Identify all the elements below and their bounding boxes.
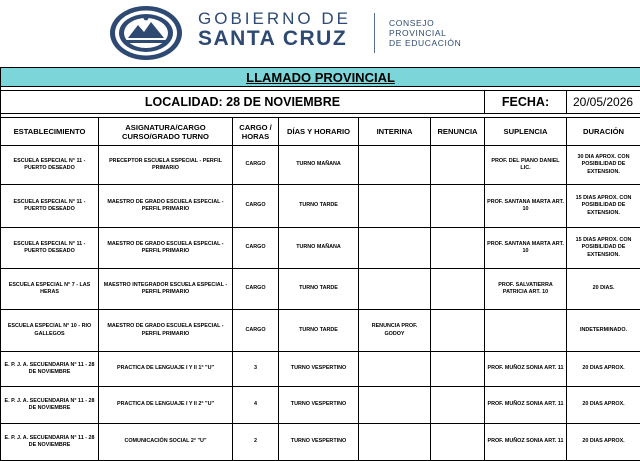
cell-renuncia [431, 146, 485, 185]
col-header-establecimiento: ESTABLECIMIENTO [1, 118, 99, 146]
cell-interina [359, 185, 431, 228]
cell-suplencia [485, 310, 567, 352]
banner-row [1, 68, 640, 87]
header-divider [374, 13, 375, 53]
banner-title: LLAMADO PROVINCIAL [1, 68, 640, 87]
table-row [1, 310, 640, 352]
location-label: LOCALIDAD: 28 DE NOVIEMBRE [1, 91, 485, 114]
cell-renuncia [431, 352, 485, 387]
cell-establecimiento: E. P. J. A. SECUENDARIA N° 11 - 28 DE NOVIEMBRE [1, 352, 99, 387]
cell-establecimiento: ESCUELA ESPECIAL N° 10 - RIO GALLEGOS [1, 310, 99, 352]
cell-establecimiento: E. P. J. A. SECUENDARIA N° 11 - 28 DE NOVIEMBRE [1, 424, 99, 461]
cell-asignatura: MAESTRO INTEGRADOR ESCUELA ESPECIAL - PERFIL PRIMARIO [99, 269, 233, 310]
government-wordmark [198, 10, 351, 50]
cell-horario: TURNO TARDE [279, 269, 359, 310]
table-row [1, 387, 640, 424]
cell-duracion: 20 DIAS. [567, 269, 640, 310]
cell-cargo: CARGO [233, 228, 279, 269]
cell-renuncia [431, 228, 485, 269]
cell-horario: TURNO TARDE [279, 310, 359, 352]
cell-suplencia: PROF. SANTANA MARTA ART. 10 [485, 228, 567, 269]
cell-interina [359, 269, 431, 310]
cell-asignatura: MAESTRO DE GRADO ESCUELA ESPECIAL - PERFIL PRIMARIO [99, 185, 233, 228]
cell-renuncia [431, 424, 485, 461]
cell-cargo: CARGO [233, 269, 279, 310]
cell-horario: TURNO MAÑANA [279, 146, 359, 185]
cell-cargo: CARGO [233, 310, 279, 352]
cell-duracion: 20 DIAS APROX. [567, 424, 640, 461]
cell-renuncia [431, 185, 485, 228]
cell-asignatura: PRACTICA DE LENGUAJE I Y II 2° "U" [99, 387, 233, 424]
cell-cargo: CARGO [233, 185, 279, 228]
cell-horario: TURNO MAÑANA [279, 228, 359, 269]
table-row [1, 424, 640, 461]
cell-cargo: 4 [233, 387, 279, 424]
cell-interina [359, 424, 431, 461]
cell-asignatura: MAESTRO DE GRADO ESCUELA ESPECIAL - PERFIL PRIMARIO [99, 228, 233, 269]
col-header-renuncia: RENUNCIA [431, 118, 485, 146]
letterhead [0, 0, 640, 66]
call-table [0, 67, 640, 461]
col-header-duracion: DURACIÓN [567, 118, 640, 146]
cell-asignatura: PRECEPTOR ESCUELA ESPECIAL - PERFIL PRIMARIO [99, 146, 233, 185]
cell-interina: RENUNCIA PROF. GODOY [359, 310, 431, 352]
table-row [1, 185, 640, 228]
cell-renuncia [431, 387, 485, 424]
cell-interina [359, 146, 431, 185]
cell-establecimiento: ESCUELA ESPECIAL N° 11 - PUERTO DESEADO [1, 185, 99, 228]
date-value: 20/05/2026 [567, 91, 640, 114]
col-header-asignatura: ASIGNATURA/CARGO CURSO/GRADO TURNO [99, 118, 233, 146]
cell-horario: TURNO TARDE [279, 185, 359, 228]
cell-suplencia: PROF. MUÑOZ SONIA ART. 11 [485, 424, 567, 461]
cell-suplencia: PROF. MUÑOZ SONIA ART. 11 [485, 387, 567, 424]
cell-horario: TURNO VESPERTINO [279, 424, 359, 461]
cell-interina [359, 387, 431, 424]
col-header-horario: DÍAS Y HORARIO [279, 118, 359, 146]
cell-duracion: 15 DIAS APROX. CON POSIBILIDAD DE EXTENSION. [567, 228, 640, 269]
cell-horario: TURNO VESPERTINO [279, 352, 359, 387]
cell-cargo: 2 [233, 424, 279, 461]
cell-duracion: INDETERMINADO. [567, 310, 640, 352]
col-header-cargo: CARGO / HORAS [233, 118, 279, 146]
cell-suplencia: PROF. SALVATIERRA PATRICIA ART. 10 [485, 269, 567, 310]
cell-renuncia [431, 310, 485, 352]
table-row [1, 269, 640, 310]
cell-suplencia: PROF. DEL PIANO DANIEL LIC. [485, 146, 567, 185]
table-row [1, 228, 640, 269]
cell-asignatura: MAESTRO DE GRADO ESCUELA ESPECIAL - PERFIL PRIMARIO [99, 310, 233, 352]
col-header-suplencia: SUPLENCIA [485, 118, 567, 146]
gov-line2: SANTA CRUZ [198, 28, 351, 50]
cell-cargo: 3 [233, 352, 279, 387]
table-row [1, 352, 640, 387]
cell-duracion: 15 DIAS APROX. CON POSIBILIDAD DE EXTENSION. [567, 185, 640, 228]
provincial-seal-icon [108, 5, 184, 61]
cell-interina [359, 352, 431, 387]
council-line1: CONSEJO [389, 18, 461, 28]
cell-establecimiento: ESCUELA ESPECIAL N° 11 - PUERTO DESEADO [1, 228, 99, 269]
council-wordmark [389, 18, 461, 48]
cell-horario: TURNO VESPERTINO [279, 387, 359, 424]
cell-duracion: 20 DIAS APROX. [567, 387, 640, 424]
cell-asignatura: COMUNICACIÓN SOCIAL 2° "U" [99, 424, 233, 461]
cell-asignatura: PRACTICA DE LENGUAJE I Y II 1° "U" [99, 352, 233, 387]
location-row [1, 91, 640, 114]
cell-suplencia: PROF. MUÑOZ SONIA ART. 11 [485, 352, 567, 387]
cell-establecimiento: ESCUELA ESPECIAL N° 11 - PUERTO DESEADO [1, 146, 99, 185]
council-line3: DE EDUCACIÓN [389, 38, 461, 48]
cell-duracion: 30 DIA APROX. CON POSIBILIDAD DE EXTENSION. [567, 146, 640, 185]
date-label: FECHA: [485, 91, 567, 114]
cell-duracion: 20 DIAS APROX. [567, 352, 640, 387]
council-line2: PROVINCIAL [389, 28, 461, 38]
cell-suplencia: PROF. SANTANA MARTA ART. 10 [485, 185, 567, 228]
table-row [1, 146, 640, 185]
cell-renuncia [431, 269, 485, 310]
column-header-row [1, 118, 640, 146]
cell-interina [359, 228, 431, 269]
cell-establecimiento: ESCUELA ESPECIAL N° 7 - LAS HERAS [1, 269, 99, 310]
cell-cargo: CARGO [233, 146, 279, 185]
cell-establecimiento: E. P. J. A. SECUENDARIA N° 11 - 28 DE NOVIEMBRE [1, 387, 99, 424]
col-header-interina: INTERINA [359, 118, 431, 146]
gov-line1: GOBIERNO DE [198, 10, 351, 28]
